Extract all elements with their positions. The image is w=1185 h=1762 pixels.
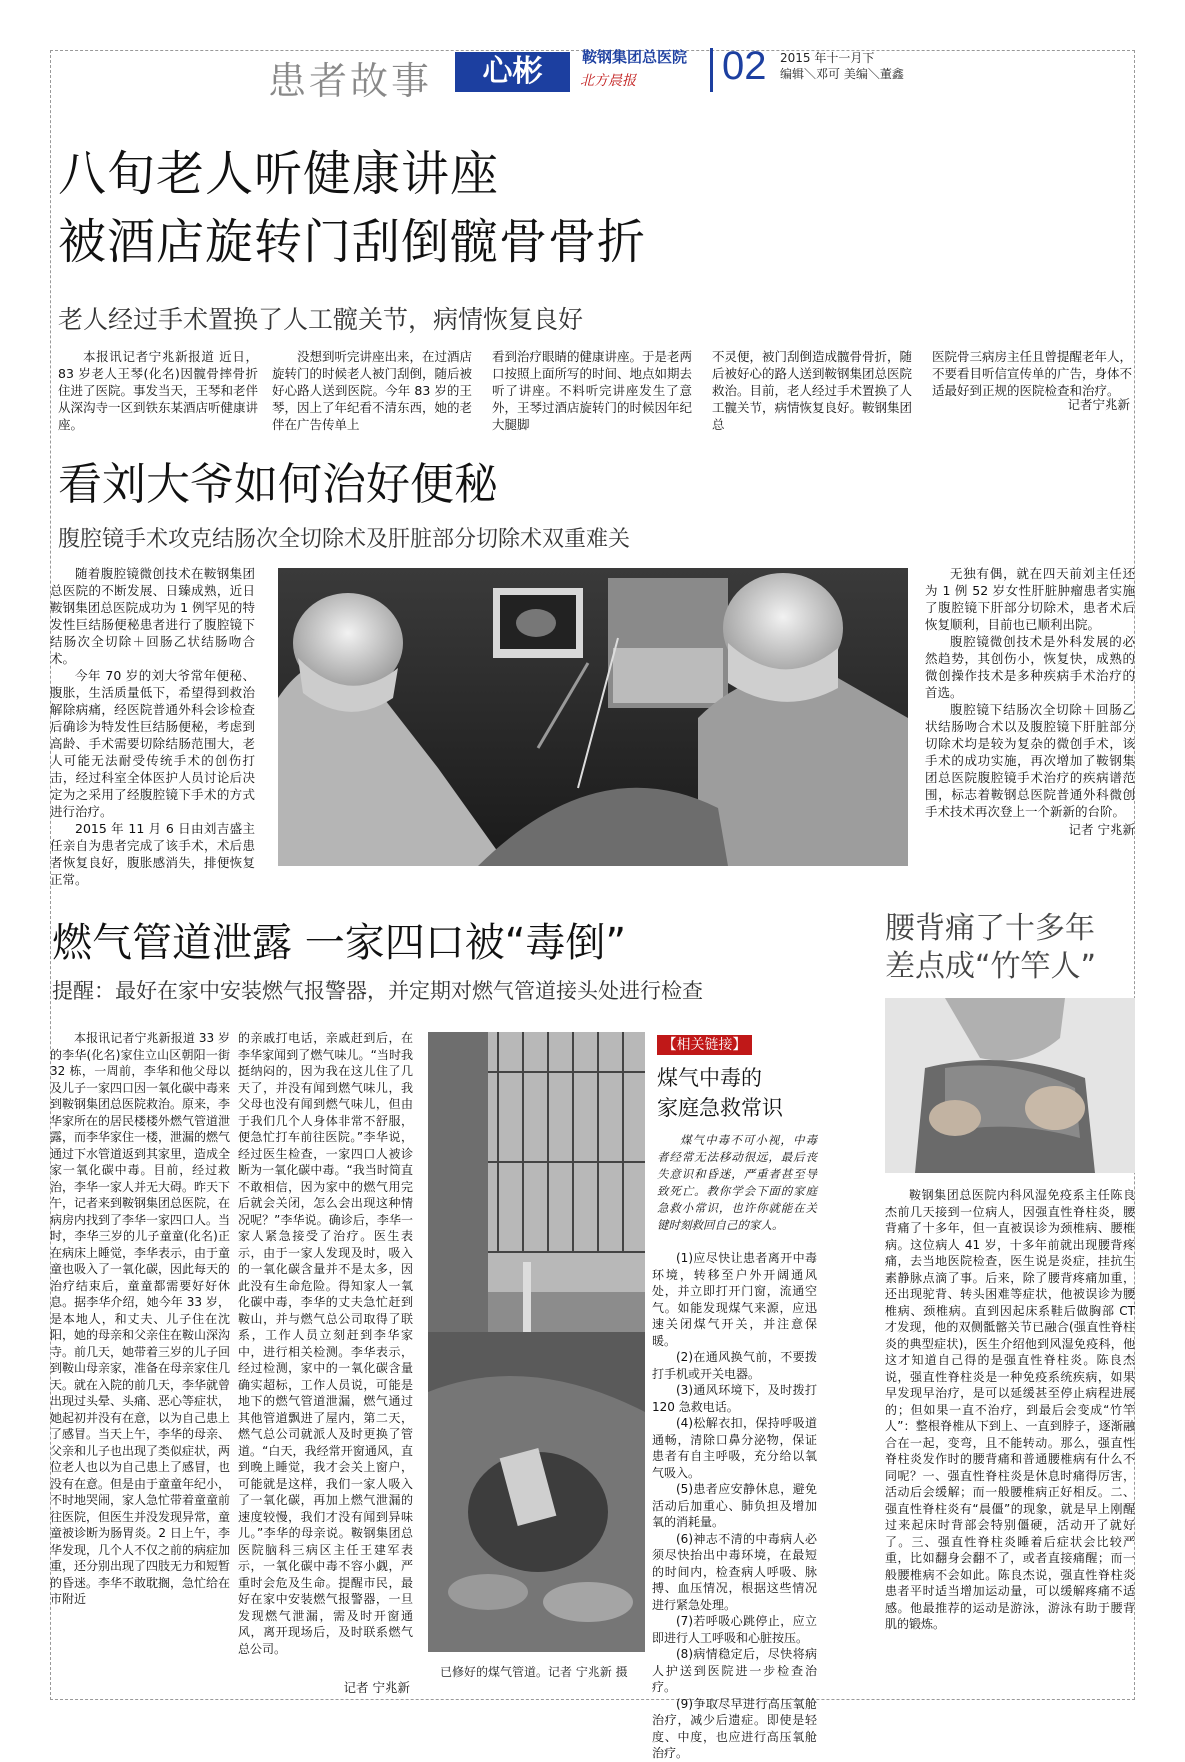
story4-headline-line2: 差点成“竹竿人” xyxy=(885,949,1097,984)
story1-headline-line2: 被酒店旋转门刮倒髋骨骨折 xyxy=(58,214,647,270)
first-aid-item: (3)通风环境下，及时拨打 120 急救电话。 xyxy=(652,1383,817,1414)
page-number: 02 xyxy=(722,44,767,88)
issue-date: 2015 年十一月下 xyxy=(780,51,875,65)
story3-byline: 记者 宁兆新 xyxy=(343,1680,410,1695)
masthead-divider xyxy=(710,48,713,92)
first-aid-item: (7)若呼吸心跳停止，应立即进行人工呼吸和心脏按压。 xyxy=(652,1614,817,1645)
gas-pipe-photo xyxy=(428,1032,645,1652)
story3-subhead: 提醒：最好在家中安装燃气报警器，并定期对燃气管道接头处进行检查 xyxy=(52,979,703,1003)
story3-col2: 的亲戚打电话，亲戚赶到后，在李华家闻到了燃气味儿。“当时我挺纳闷的，因为我在这儿住了几天了，并没有闻到燃气味儿，我父母也没有闻到燃气味儿，但由于我们几个人身体非常不舒服，便急忙打车前往医院。”李华说，经过医生检查，一家四口人被诊断为一氧化碳中毒。“我当时简直不敢相信，因为家中的燃气用完后就会关闭，怎么会出现这种情况呢？”李华说。确诊后，李华一家人紧急接受了治疗。医生表示，由于一家人发现及时，吸入的一氧化碳含量并不是太多，因此没有生命危险。得知家人一氧化碳中毒，李华的丈夫急忙赶到鞍山，并与燃气总公司取得了联系，工作人员立刻赶到李华家中，进行相关检测。李华表示，经过检测，家中的一氧化碳含量确实超标，工作人员说，可能是地下的燃气管道泄漏，燃气通过其他管道飘进了屋内，第二天，燃气总公司就派人及时更换了管道。“白天，我经常开窗通风，直到晚上睡觉，我才会关上窗户，可能就是这样，我们一家人吸入了一氧化碳，再加上燃气泄漏的速度较慢，我们才没有闻到异味儿。”李华的母亲说。鞍钢集团总医院脑科三病区主任王建军表示，一氧化碳中毒不容小觑，严重时会危及生命。提醒市民，最好在家中安装燃气报警器，一旦发现燃气泄漏，需及时开窗通风，离开现场后，及时联系燃气总公司。 xyxy=(238,1031,413,1656)
story2-subhead: 腹腔镜手术攻克结肠次全切除术及肝脏部分切除术双重难关 xyxy=(58,527,631,552)
story2-left-column: 随着腹腔镜微创技术在鞍钢集团总医院的不断发展、日臻成熟，近日鞍钢集团总医院成功为 1 例罕见的特发性巨结肠便秘患者进行了腹腔镜下结肠次全切除＋回肠乙状结肠吻合术。 今年 70 岁的刘大爷常年便秘、腹胀，生活质量低下，希望得到救治解除病痛，经医院普通外科会诊检查后确诊为特发性巨结肠便秘，考虑到高龄、手术需要切除结肠范围大，老人可能无法耐受传统手术的创伤打击，经过科室全体医护人员讨论后决定为之采用了经腹腔镜下手术的方式进行治疗。 2015 年 11 月 6 日由刘吉盛主任亲自为患者完成了该手术，术后患者恢复良好，腹胀感消失，排便恢复正常。 xyxy=(50,566,255,887)
first-aid-item: (4)松解衣扣，保持呼吸道通畅，清除口鼻分泌物，保证患者有自主呼吸，充分给以氧气吸入。 xyxy=(652,1416,817,1480)
first-aid-list xyxy=(652,1250,817,1760)
first-aid-heading-line1: 煤气中毒的 xyxy=(657,1066,762,1090)
story1-col2: 没想到听完讲座出来，在过酒店旋转门的时候老人被门刮倒，随后被好心路人送到医院。今年 83 岁的王琴，因上了年纪看不清东西，她的老伴在广告传单上 xyxy=(272,349,473,432)
story1-col1: 本报讯记者宁兆新报道 近日，83 岁老人王琴(化名)因髋骨摔骨折住进了医院。事发当天，王琴和老伴从深沟寺一区到铁东某酒店听健康讲座。 xyxy=(58,349,259,432)
story3-headline: 燃气管道泄露 一家四口被“毒倒” xyxy=(52,920,627,966)
story3-col1: 本报讯记者宁兆新报道 33 岁的李华(化名)家住立山区朝阳一街 32 栋，一周前，李华和他父母以及儿子一家四口因一氧化碳中毒来到鞍钢集团总医院救治。原来，李华家所在的居民楼楼外燃气管道泄露，而李华家住一楼，泄漏的燃气通过下水管道返到其家里，造成全家一氧化碳中毒。目前，经过救治，李华一家人并无大碍。昨天下午，记者来到鞍钢集团总医院，在病房内找到了李华一家四口人。当时，李华三岁的儿子童童(化名)正在病床上睡觉，李华表示，由于童童也吸入了一氧化碳，因此每天的治疗结束后，童童都需要好好休息。据李华介绍，她今年 33 岁，是本地人，和丈夫、儿子住在沈阳，她的母亲和父亲住在鞍山深沟寺。前几天，她带着三岁的儿子回到鞍山母亲家，准备在母亲家住几天。就在入院的前几天，李华就曾出现过头晕、头痛、恶心等症状，她起初并没有在意，以为自己患上了感冒。当天上午，李华的母亲、父亲和儿子也出现了类似症状，两位老人也以为自己患上了感冒，也没有在意。但是由于童童年纪小，不时地哭闹，家人急忙带着童童前往医院，但医生并没发现异常，童童被诊断为肠胃炎。2 日上午，李华发现，几个人不仅之前的病症加重，还分别出现了四肢无力和短暂的昏迷。李华不敢耽搁，急忙给在市附近 xyxy=(50,1031,231,1606)
first-aid-intro: 煤气中毒不可小视，中毒者经常无法移动很远，最后丧失意识和昏迷，严重者甚至导致死亡。教你学会下面的家庭急救小常识，也许你就能在关键时刻救回自己的家人。 xyxy=(657,1133,817,1232)
first-aid-item: (1)应尽快让患者离开中毒环境，转移至户外开阔通风处，并立即打开门窗，流通空气。如能发现煤气来源，应迅速关闭煤气开关，并注意保暖。 xyxy=(652,1251,817,1348)
story2-right-column: 无独有偶，就在四天前刘主任还为 1 例 52 岁女性肝脏肿瘤患者实施了腹腔镜下肝部分切除术，患者术后恢复顺利，目前也已顺利出院。 腹腔镜微创技术是外科发展的必然趋势，其创伤小，恢复快，成熟的微创操作技术是多种疾病手术治疗的首选。 腹腔镜下结肠次全切除＋回肠乙状结肠吻合术以及腹腔镜下肝脏部分切除术均是较为复杂的微创手术，该手术的成功实施，再次增加了鞍钢集团总医院腹腔镜手术治疗的疾病谱范围，标志着鞍钢总医院普通外科微创手术技术再次登上一个新新的台阶。 xyxy=(925,566,1135,819)
first-aid-heading-line2: 家庭急救常识 xyxy=(657,1096,783,1120)
story1-col3: 看到治疗眼睛的健康讲座。于是老两口按照上面所写的时间、地点如期去听了讲座。不料听完讲座发生了意外，王琴过酒店旋转门的时候因年纪大腿脚 xyxy=(492,349,693,432)
story1-subhead: 老人经过手术置换了人工髋关节，病情恢复良好 xyxy=(58,305,584,334)
surgery-photo xyxy=(278,568,908,866)
editors: 编辑＼邓可 美编＼董鑫 xyxy=(780,67,904,81)
story4-headline-line1: 腰背痛了十多年 xyxy=(885,911,1095,946)
story1-col5: 医院骨三病房主任且曾提醒老年人，不要看目听信宣传单的广告，身体不适最好到正规的医院检查和治疗。 xyxy=(932,349,1133,398)
first-aid-item: (2)在通风换气前，不要拨打手机或开关电器。 xyxy=(652,1350,817,1381)
first-aid-item: (6)神志不清的中毒病人必须尽快抬出中毒环境，在最短的时间内，检查病人呼吸、脉搏、血压情况，根据这些情况进行紧急处理。 xyxy=(652,1531,817,1612)
first-aid-item: (8)病情稳定后，尽快将病人护送到医院进一步检查治疗。 xyxy=(652,1647,817,1694)
back-pain-photo xyxy=(885,998,1135,1173)
first-aid-item: (9)争取尽早进行高压氧舱治疗，减少后遗症。即使是轻度、中度，也应进行高压氧舱治疗。 xyxy=(652,1696,817,1760)
paper-name: 北方晨报 xyxy=(580,73,636,89)
gas-pipe-caption: 已修好的煤气管道。记者 宁兆新 摄 xyxy=(440,1665,628,1679)
story1-headline-line1: 八旬老人听健康讲座 xyxy=(58,146,500,202)
hospital-logo: 心彬 xyxy=(455,52,570,92)
story4-body: 鞍钢集团总医院内科风湿免疫系主任陈良杰前几天接到一位病人，因强直性脊柱炎，腰背痛了十多年，但一直被误诊为颈椎病、腰椎病。这位病人 41 岁，十多年前就出现腰背疼痛，去当地医院检查，医生说是炎症，挂抗生素静脉点滴了事。后来，除了腰背疼痛加重，还出现驼背、转头困难等症状，他被误诊为腰椎病、颈椎病。直到因起床系鞋后做胸部 CT 才发现，他的双侧骶髂关节已融合(强直性脊柱炎的典型症状)，医生介绍他到风湿免疫科，他这才知道自己得的是强直性脊柱炎。陈良杰说，强直性脊柱炎是一种免疫系统疾病，如果早发现早治疗，是可以延缓甚至停止病程进展的；但如果一直不治疗，到最后会变成“竹竿人”：整根脊椎从下到上、一直到脖子，逐渐融合在一起，变弯，且不能转动。那么，强直性脊柱炎发作时的腰背痛和普通腰椎病有什么不同呢？一、强直性脊柱炎是休息时痛得厉害，活动后会缓解；而一般腰椎病正好相反。二、强直性脊柱炎有“晨僵”的现象，就是早上刚醒过来起床时背部会特别僵硬，活动开了就好了。三、强直性脊柱炎睡着后症状会比较严重，比如翻身会翻不了，或者直接痛醒；而一般腰椎病不会如此。陈良杰说，强直性脊柱炎患者平时适当增加运动量，可以缓解疼痛不适感。他最推荐的运动是游泳，游泳有助于腰背肌的锻炼。 xyxy=(885,1188,1135,1631)
story1-byline: 记者宁兆新 xyxy=(1067,397,1130,412)
issue-info xyxy=(780,50,904,82)
first-aid-item: (5)患者应安静休息，避免活动后加重心、肺负担及增加氧的消耗量。 xyxy=(652,1482,817,1529)
story2-byline: 记者 宁兆新 xyxy=(1068,822,1135,837)
section-title: 患者故事 xyxy=(268,59,433,103)
story1-col4: 不灵便，被门刮倒造成髋骨骨折，随后被好心的路人送到鞍钢集团总医院救治。目前，老人经过手术置换了人工髋关节，病情恢复良好。鞍钢集团总 xyxy=(712,349,913,432)
hospital-name: 鞍钢集团总医院 xyxy=(582,48,688,66)
related-link-tag: 【相关链接】 xyxy=(657,1035,752,1055)
story2-headline: 看刘大爷如何治好便秘 xyxy=(58,459,498,510)
